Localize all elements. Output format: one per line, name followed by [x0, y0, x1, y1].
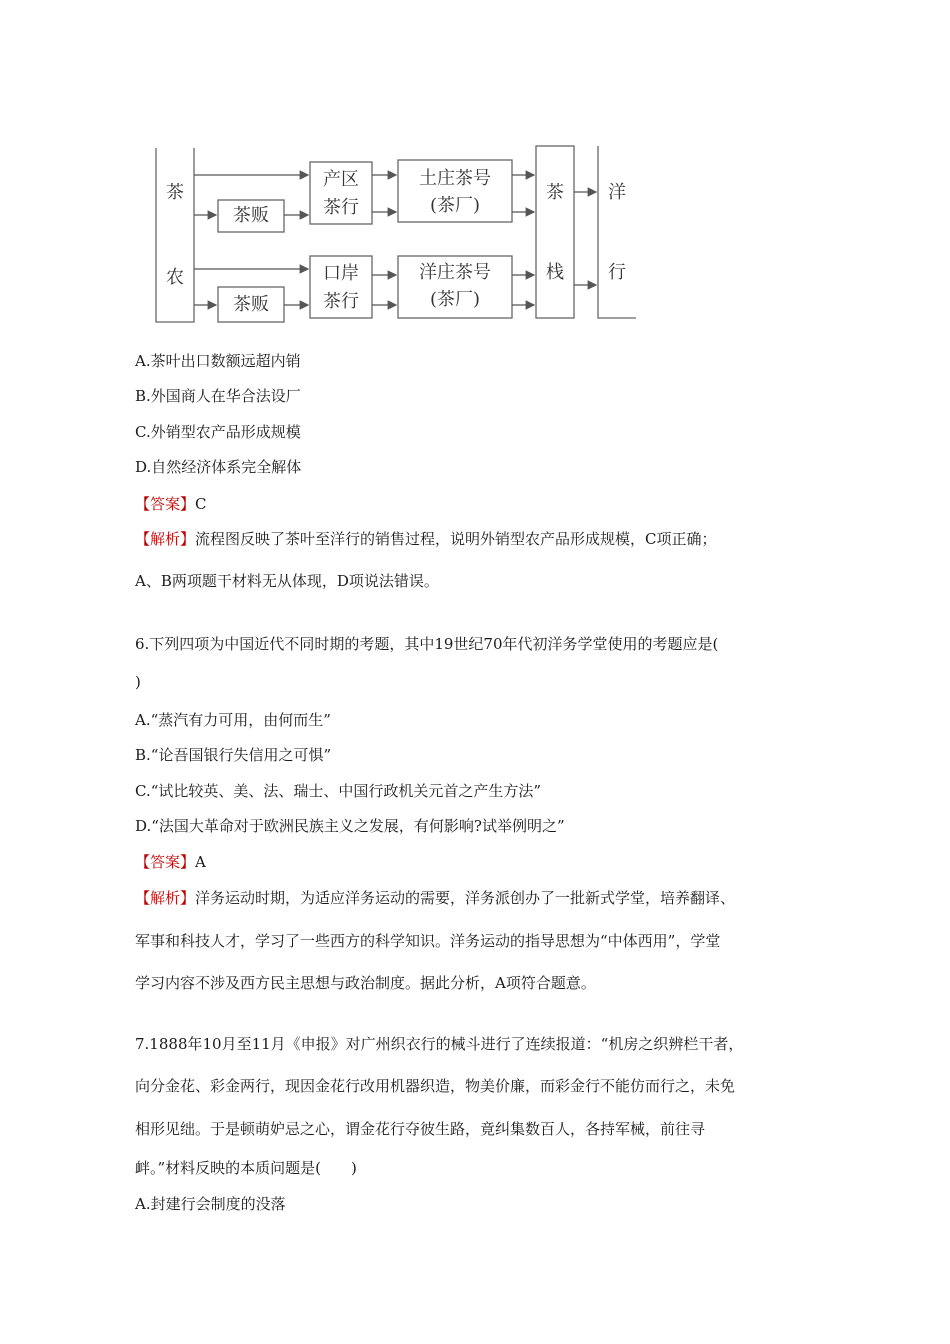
- q6-option-a: A.“蒸汽有力可用，由何而生”: [135, 711, 331, 729]
- foreign-firm-box: [598, 146, 636, 318]
- foreign-tea-house-label-2: (茶厂): [429, 289, 481, 310]
- q6-analysis-text-1: 洋务运动时期，为适应洋务运动的需要，洋务派创办了一批新式学堂，培养翻译、: [195, 889, 736, 907]
- q6-stem-line-1: 6.下列四项为中国近代不同时期的考题，其中19世纪70年代初洋务学堂使用的考题应是(: [135, 635, 719, 653]
- tea-vendor-top-label: 茶贩: [233, 205, 269, 226]
- q7-stem-line-2: 向分金花、彩金两行，现因金花行改用机器织造，物美价廉，而彩金行不能仿而行之，未免: [135, 1077, 736, 1095]
- foreign-tea-house-label-1: 洋庄茶号: [419, 262, 491, 283]
- tea-warehouse-label-2: 栈: [546, 262, 564, 283]
- q6-analysis-line-3: 学习内容不涉及西方民主思想与政治制度。据此分析，A项符合题意。: [135, 974, 596, 992]
- q5-option-d: D.自然经济体系完全解体: [135, 458, 302, 476]
- q7-option-a: A.封建行会制度的没落: [135, 1195, 286, 1213]
- tea-vendor-bottom-label: 茶贩: [233, 294, 269, 315]
- local-tea-house-label-2: (茶厂): [429, 195, 481, 216]
- q6-analysis-line-2: 军事和科技人才，学习了一些西方的科学知识。洋务运动的指导思想为“中体西用”，学堂: [135, 932, 721, 950]
- q5-answer: [135, 494, 207, 514]
- q5-analysis-line-1: [135, 529, 717, 549]
- q5-answer-value: C: [195, 495, 207, 513]
- q5-option-c: C.外销型农产品形成规模: [135, 423, 301, 441]
- q6-answer: [135, 852, 206, 872]
- q6-option-d: D.“法国大革命对于欧洲民族主义之发展，有何影响?试举例明之”: [135, 817, 565, 835]
- q5-answer-tag: 【答案】: [135, 495, 196, 513]
- port-firm-label-1: 口岸: [323, 263, 359, 284]
- q5-analysis-tag: 【解析】: [135, 530, 196, 548]
- foreign-firm-label-2: 行: [608, 262, 626, 283]
- q6-answer-value: A: [195, 853, 206, 871]
- q7-stem-line-3: 相形见绌。于是顿萌妒忌之心，谓金花行夺彼生路，竟纠集数百人，各持军械，前往寻: [135, 1120, 706, 1138]
- q5-analysis-text-1: 流程图反映了茶叶至洋行的销售过程，说明外销型农产品形成规模，C项正确；: [195, 530, 717, 548]
- q7-stem-line-1: 7.1888年10月至11月《申报》对广州织衣行的械斗进行了连续报道：“机房之织辨栏干者，: [135, 1035, 744, 1053]
- q6-analysis-tag: 【解析】: [135, 889, 196, 907]
- q5-option-a: A.茶叶出口数额远超内销: [135, 352, 301, 370]
- q6-answer-tag: 【答案】: [135, 853, 196, 871]
- tea-trade-flow-diagram: [150, 140, 640, 330]
- q6-stem-line-2: ): [135, 673, 141, 691]
- q6-analysis-line-1: [135, 888, 735, 908]
- q7-stem-line-4: 衅。”材料反映的本质问题是( ): [135, 1159, 357, 1177]
- foreign-firm-label-1: 洋: [608, 182, 626, 203]
- tea-warehouse-label-1: 茶: [546, 182, 564, 203]
- tea-farmer-label-2: 农: [166, 267, 184, 288]
- port-firm-label-2: 茶行: [323, 291, 359, 312]
- region-firm-label-2: 茶行: [323, 197, 359, 218]
- tea-farmer-box: [156, 148, 194, 322]
- q5-option-b: B.外国商人在华合法设厂: [135, 387, 301, 405]
- tea-farmer-label-1: 茶: [166, 182, 184, 203]
- q6-option-b: B.“论吾国银行失信用之可惧”: [135, 746, 332, 764]
- q5-analysis-line-2: A、B两项题干材料无从体现，D项说法错误。: [135, 572, 439, 590]
- q6-option-c: C.“试比较英、美、法、瑞士、中国行政机关元首之产生方法”: [135, 782, 542, 800]
- tea-warehouse-box: [536, 146, 574, 318]
- local-tea-house-label-1: 土庄茶号: [419, 168, 491, 189]
- region-firm-label-1: 产区: [323, 169, 359, 190]
